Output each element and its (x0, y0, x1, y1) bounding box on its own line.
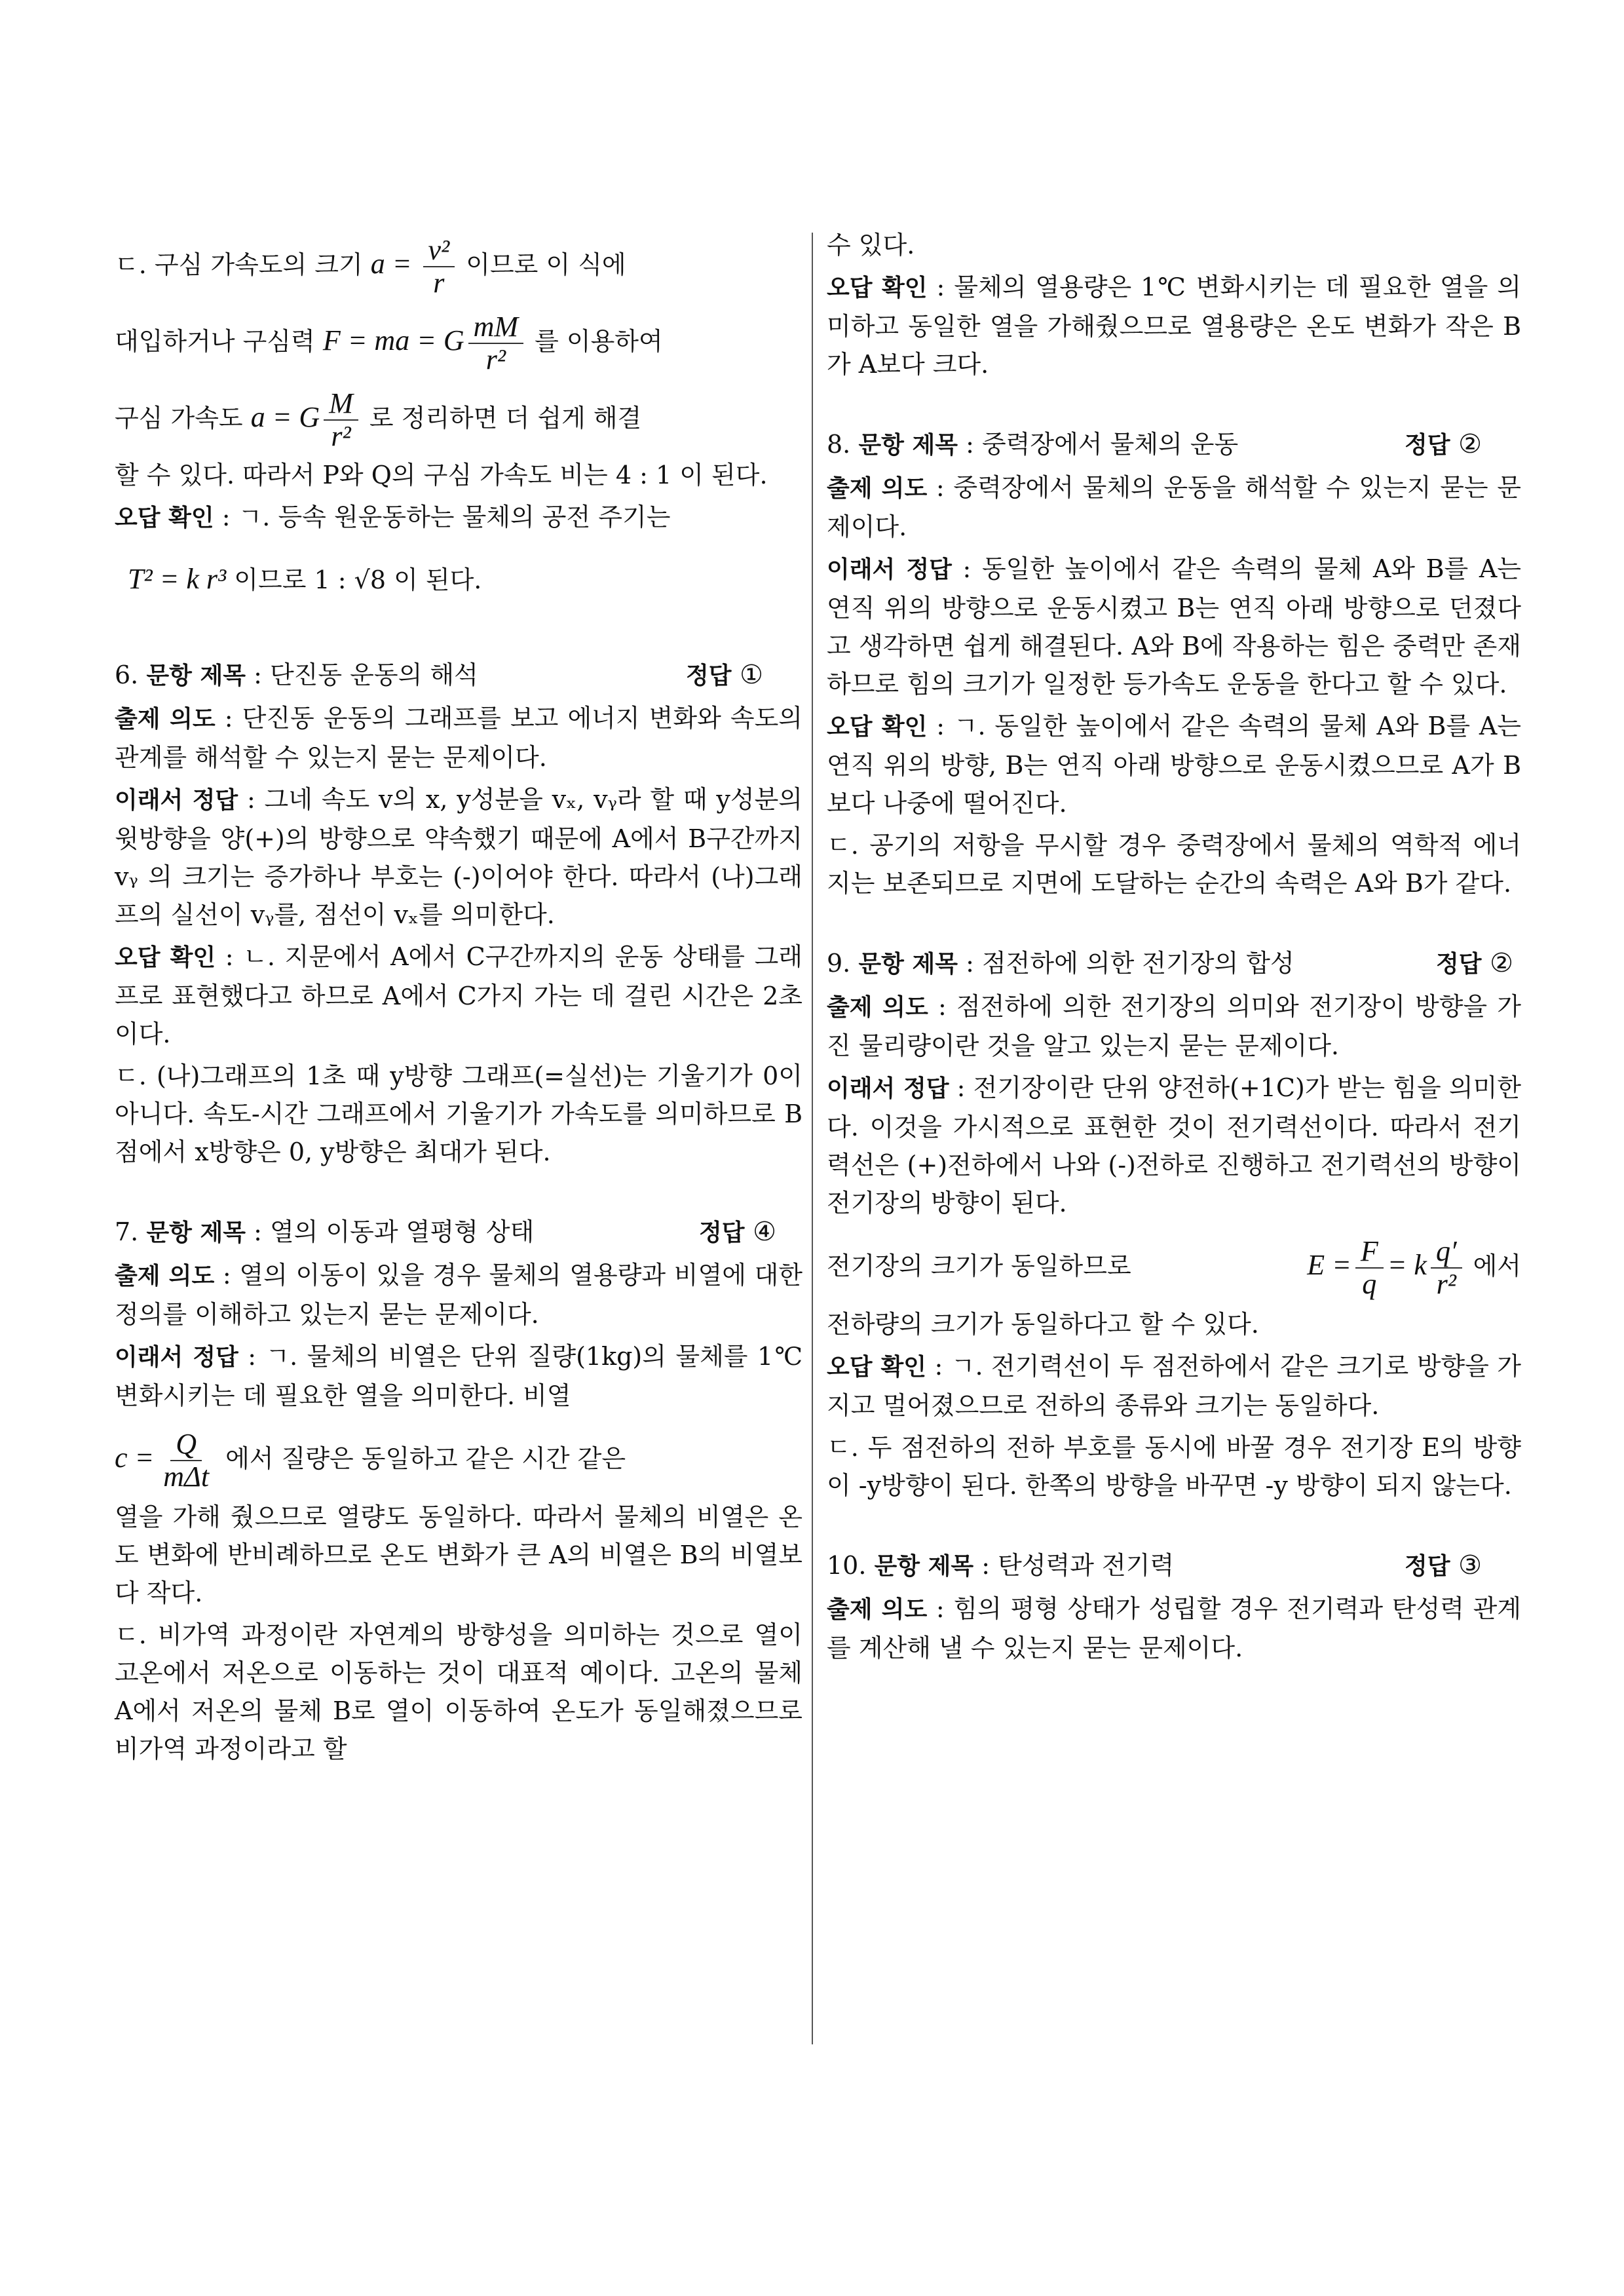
wrong-answer-check: 오답 확인 : ㄴ. 지문에서 A에서 C구간까지의 운동 상태를 그래프로 표현했다고 하므로 A에서 C가지 가는 데 걸린 시간은 2초이다. (115, 942, 803, 1048)
intent: 출제 의도 : 단진동 운동의 그래프를 보고 에너지 변화와 속도의 관계를 해석할 수 있는지 묻는 문제이다. (115, 704, 803, 772)
item-title: 8. 문항 제목 : 중력장에서 물체의 운동 정답 ② (827, 425, 1521, 465)
paragraph: T² = k r³ 이므로 1 : √8 이 된다. (128, 563, 482, 595)
column-divider (812, 233, 813, 2044)
wrong-answer-check: 오답 확인 : ㄱ. 전기력선이 두 점전하에서 같은 크기로 방향을 가지고 멀어졌으므로 전하의 종류와 크기는 동일하다. (827, 1352, 1521, 1420)
paragraph: ㄷ. 두 점전하의 전하 부호를 동시에 바꿀 경우 전기장 E의 방향이 -y방향이 된다. 한쪽의 방향을 바꾸면 -y 방향이 되지 않는다. (827, 1433, 1521, 1500)
paragraph: ㄷ. 비가역 과정이란 자연계의 방향성을 의미하는 것으로 열이 고온에서 저온으로 이동하는 것이 대표적 예이다. 고온의 물체 A에서 저온의 물체 B로 열이 이동하여 온도가 동일해졌으므로 비가역 과정이라고 할 (115, 1620, 803, 1763)
paragraph: 대입하거나 구심력 F = ma = G $\frac{mM}{\text{r²}}$ 를 이용하여 (115, 310, 663, 375)
answer-badge: 정답 ② (1405, 429, 1482, 459)
item-title: 9. 문항 제목 : 점전하에 의한 전기장의 합성 정답 ② (827, 944, 1521, 984)
item-8 (827, 425, 1521, 902)
paragraph: 구심 가속도 a = G $\frac{M}{\text{r²}}$ 로 정리하면 더 쉽게 해결 (115, 387, 642, 452)
circled-number-icon: ② (1458, 429, 1482, 459)
equation-electric-field: E = $\frac{F}{q}$ = k $\frac{q'}{\text{r²}}$ (1307, 1249, 1473, 1281)
paragraph: ㄷ. (나)그래프의 1초 때 y방향 그래프(=실선)는 기울기가 0이 아니다. 속도-시간 그래프에서 기울기가 가속도를 의미하므로 B점에서 x방향은 0, y방향은 최대가 된다. (115, 1062, 803, 1166)
equation-centripetal-acceleration: a = $\frac{\text{v²}}{r}$ (371, 248, 466, 280)
wrong-answer-check: 오답 확인 : ㄱ. 등속 원운동하는 물체의 공전 주기는 (115, 503, 671, 531)
intent: 출제 의도 : 힘의 평형 상태가 성립할 경우 전기력과 탄성력 관계를 계산해 낼 수 있는지 묻는 문제이다. (827, 1594, 1521, 1662)
intent: 출제 의도 : 열의 이동이 있을 경우 물체의 열용량과 비열에 대한 정의를 이해하고 있는지 묻는 문제이다. (115, 1261, 803, 1329)
paragraph: 수 있다. (827, 231, 915, 259)
answer-badge: 정답 ① (686, 660, 763, 690)
reason: 이래서 정답 : ㄱ. 물체의 비열은 단위 질량(1kg)의 물체를 1℃ 변화시키는 데 필요한 열을 의미한다. 비열 (115, 1342, 803, 1410)
item-title: 7. 문항 제목 : 열의 이동과 열평형 상태 정답 ④ (115, 1213, 803, 1252)
intent: 출제 의도 : 중력장에서 물체의 운동을 해석할 수 있는지 묻는 문제이다. (827, 473, 1521, 541)
paragraph: ㄷ. 공기의 저항을 무시할 경우 중력장에서 물체의 역학적 에너지는 보존되므로 지면에 도달하는 순간의 속력은 A와 B가 같다. (827, 831, 1521, 898)
circled-number-icon: ③ (1458, 1550, 1482, 1580)
item-10 (827, 1546, 1521, 1667)
paragraph: 열을 가해 줬으므로 열량도 동일하다. 따라서 물체의 비열은 온도 변화에 반비례하므로 온도 변화가 큰 A의 비열은 B의 비열보다 작다. (115, 1502, 803, 1607)
intent: 출제 의도 : 점전하에 의한 전기장의 의미와 전기장이 방향을 가진 물리량이란 것을 알고 있는지 묻는 문제이다. (827, 992, 1522, 1060)
paragraph: ㄷ. 구심 가속도의 크기 a = $\frac{\text{v²}}{r}$ 이므로 이 식에 (115, 233, 626, 299)
reason: 이래서 정답 : 동일한 높이에서 같은 속력의 물체 A와 B를 A는 연직 위의 방향으로 운동시켰고 B는 연직 아래 방향으로 던졌다고 생각하면 쉽게 해결된다. A와 B에 작용하는 힘은 중력만 존재하므로 힘의 크기가 일정한 등가속도 운동을 한다고 할 수 있다. (827, 554, 1521, 698)
equation-specific-heat: c = $\frac{Q}{\text{mΔt}}$ (115, 1427, 210, 1493)
paragraph: 전기장의 크기가 동일하므로 E = $\frac{F}{q}$ = k $\frac{q'}{\text{r²}}$ 에서 (827, 1234, 1521, 1300)
left-column (115, 226, 803, 1772)
circled-number-icon: ① (740, 660, 763, 690)
wrong-answer-check: 오답 확인 : 물체의 열용량은 1℃ 변화시키는 데 필요한 열을 의미하고 동일한 열을 가해줬으므로 열용량은 온도 변화가 작은 B가 A보다 크다. (827, 273, 1521, 379)
item-title: 6. 문항 제목 : 단진동 운동의 해석 정답 ① (115, 656, 803, 695)
section-label: 오답 확인 (115, 505, 214, 531)
reason: 이래서 정답 : 그네 속도 v의 x, y성분을 vₓ, vᵧ라 할 때 y성분의 윗방향을 양(+)의 방향으로 약속했기 때문에 A에서 B구간까지 vᵧ 의 크기는 증가하나 부호는 (-)이어야 한다. 따라서 (나)그래프의 실선이 vᵧ를, 점선이 vₓ를 의미한다. (115, 785, 803, 929)
equation-gravitational-acceleration: a = G $\frac{M}{\text{r²}}$ (251, 401, 369, 433)
item-7-continuation (827, 226, 1521, 383)
item-title: 10. 문항 제목 : 탄성력과 전기력 정답 ③ (827, 1546, 1521, 1586)
equation-centripetal-force: F = ma = G $\frac{mM}{\text{r²}}$ (323, 324, 535, 356)
paragraph: c = $\frac{Q}{\text{mΔt}}$ 에서 질량은 동일하고 같은 시간 같은 (115, 1427, 626, 1493)
paragraph: 할 수 있다. 따라서 P와 Q의 구심 가속도 비는 4 : 1 이 된다. (115, 461, 768, 489)
reason: 이래서 정답 : 전기장이란 단위 양전하(+1C)가 받는 힘을 의미한다. 이것을 가시적으로 표현한 것이 전기력선이다. 따라서 전기력선은 (+)전하에서 나와 (-)전하로 진행하고 전기력선의 방향이 전기장의 방향이 된다. (827, 1073, 1521, 1217)
wrong-answer-check: 오답 확인 : ㄱ. 동일한 높이에서 같은 속력의 물체 A와 B를 A는 연직 위의 방향, B는 연직 아래 방향으로 운동시켰으므로 A가 B보다 나중에 떨어진다. (827, 712, 1522, 818)
right-column (827, 226, 1521, 1671)
item-5-continuation (115, 226, 803, 618)
circled-number-icon: ② (1490, 948, 1513, 978)
answer-badge: 정답 ④ (699, 1217, 776, 1247)
equation-kepler-third-law: T² = k r³ (128, 563, 227, 595)
item-9 (827, 944, 1521, 1504)
answer-badge: 정답 ③ (1405, 1550, 1482, 1580)
paragraph: 전하량의 크기가 동일하다고 할 수 있다. (827, 1310, 1259, 1339)
answer-badge: 정답 ② (1436, 948, 1513, 978)
item-6 (115, 656, 803, 1171)
item-7 (115, 1213, 803, 1768)
circled-number-icon: ④ (753, 1217, 776, 1247)
